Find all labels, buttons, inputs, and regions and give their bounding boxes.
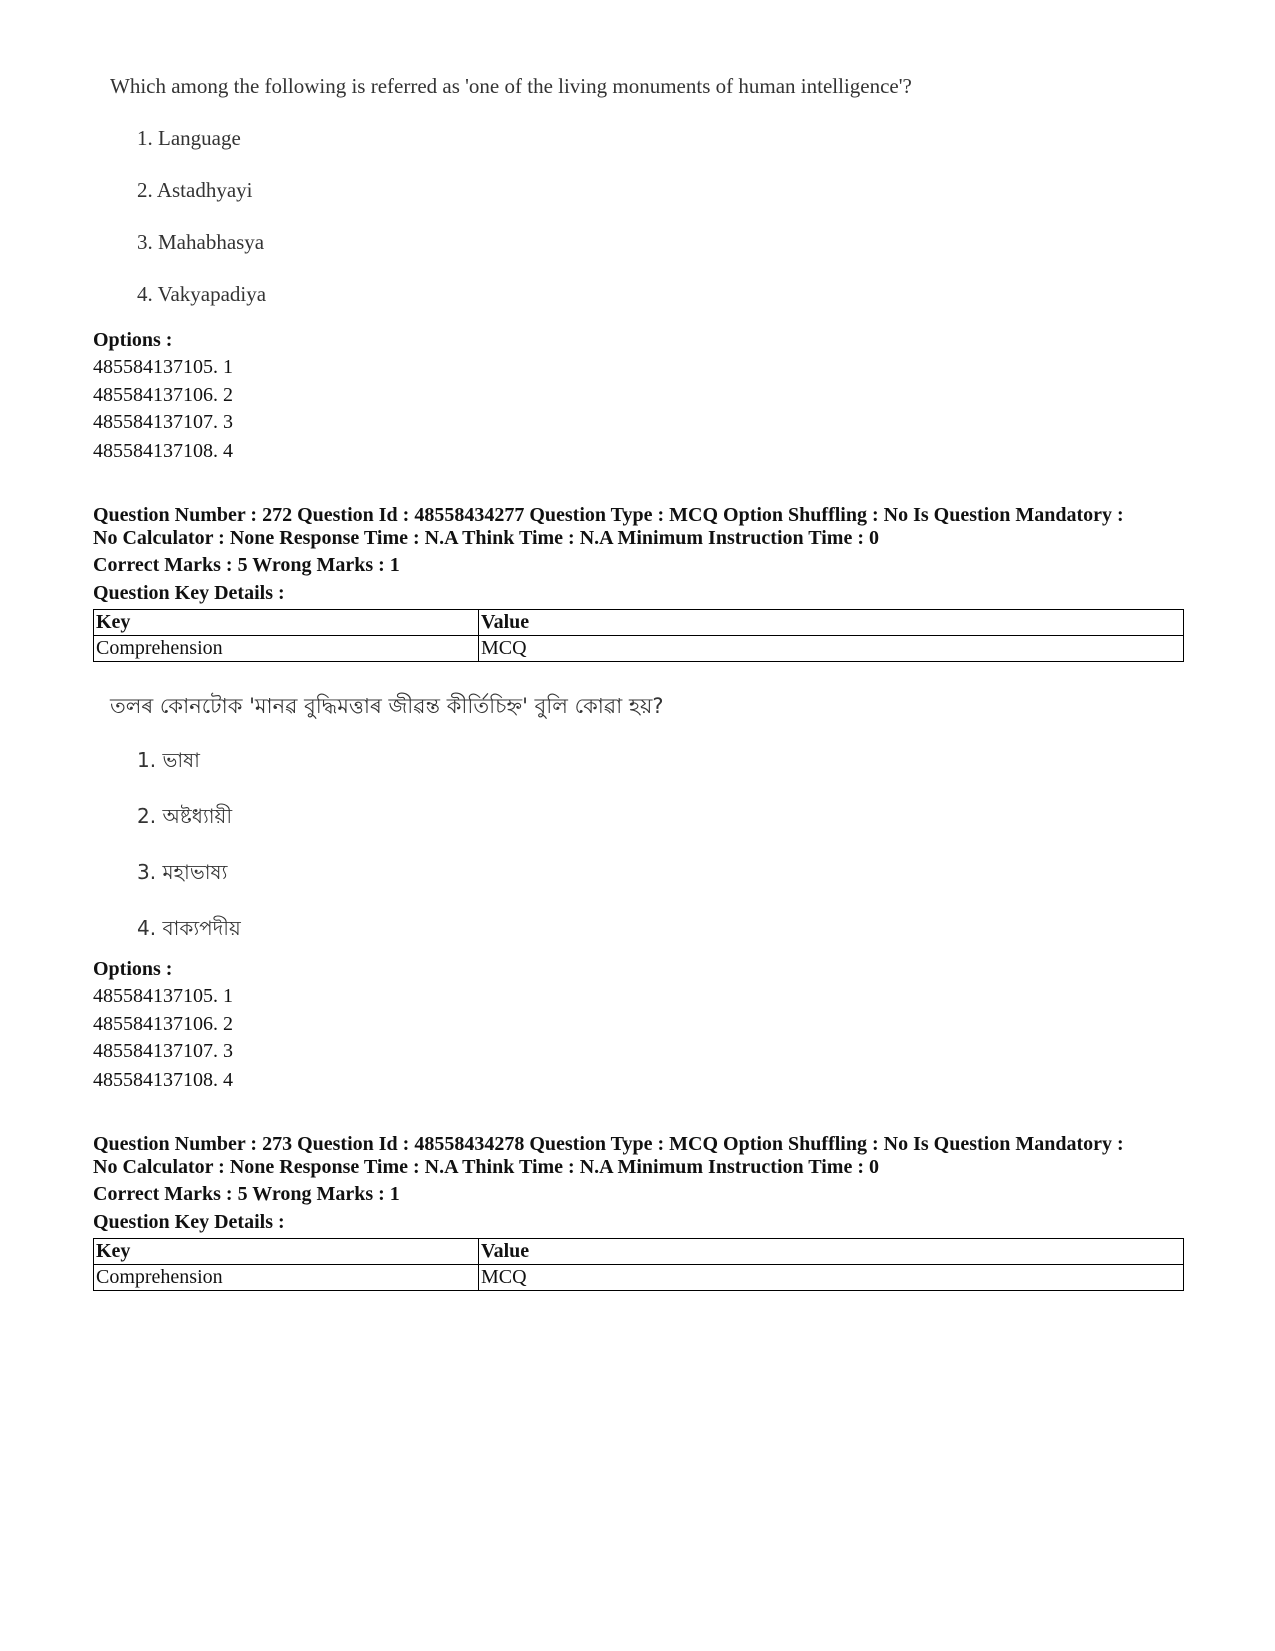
choice-3: 3. মহাভাষ্য bbox=[137, 860, 228, 884]
options-heading: Options : bbox=[93, 958, 173, 980]
question-meta-line-1: Question Number : 272 Question Id : 48558434277 Question Type : MCQ Option Shuffling : No Is Question Mandatory : bbox=[93, 504, 1124, 526]
option-line: 485584137107. 3 bbox=[93, 1040, 233, 1062]
choice-4: 4. বাক্যপদীয় bbox=[137, 916, 241, 940]
question-meta-line-2: No Calculator : None Response Time : N.A Think Time : N.A Minimum Instruction Time : 0 bbox=[93, 527, 879, 549]
table-row bbox=[94, 1265, 1184, 1291]
option-line: 485584137106. 2 bbox=[93, 1013, 233, 1035]
options-heading: Options : bbox=[93, 329, 173, 351]
table-row bbox=[94, 636, 1184, 662]
option-line: 485584137108. 4 bbox=[93, 1069, 233, 1091]
question-text: Which among the following is referred as 'one of the living monuments of human intelligence'? bbox=[110, 74, 912, 98]
choice-1: 1. Language bbox=[137, 126, 241, 150]
table-header-row bbox=[94, 610, 1184, 636]
option-line: 485584137105. 1 bbox=[93, 985, 233, 1007]
table-header-value: Value bbox=[479, 1239, 1184, 1265]
table-cell-key: Comprehension bbox=[94, 636, 479, 662]
table-cell-value: MCQ bbox=[479, 636, 1184, 662]
option-line: 485584137105. 1 bbox=[93, 356, 233, 378]
key-details-heading: Question Key Details : bbox=[93, 582, 285, 604]
question-text-assamese: তলৰ কোনটোক 'মানৱ বুদ্ধিমত্তাৰ জীৱন্ত কীৰ্তিচিহ্ন' বুলি কোৱা হয়? bbox=[110, 694, 664, 718]
choice-2: 2. Astadhyayi bbox=[137, 178, 253, 202]
table-cell-value: MCQ bbox=[479, 1265, 1184, 1291]
key-details-table bbox=[93, 609, 1184, 662]
choice-2: 2. অষ্টধ্যায়ী bbox=[137, 804, 233, 828]
question-meta-line-1: Question Number : 273 Question Id : 48558434278 Question Type : MCQ Option Shuffling : No Is Question Mandatory : bbox=[93, 1133, 1124, 1155]
key-details-table bbox=[93, 1238, 1184, 1291]
choice-3: 3. Mahabhasya bbox=[137, 230, 265, 254]
question-meta-line-2: No Calculator : None Response Time : N.A Think Time : N.A Minimum Instruction Time : 0 bbox=[93, 1156, 879, 1178]
table-header-row bbox=[94, 1239, 1184, 1265]
option-line: 485584137108. 4 bbox=[93, 440, 233, 462]
marks-line: Correct Marks : 5 Wrong Marks : 1 bbox=[93, 554, 400, 576]
option-line: 485584137106. 2 bbox=[93, 384, 233, 406]
choice-4: 4. Vakyapadiya bbox=[137, 282, 267, 306]
key-details-heading: Question Key Details : bbox=[93, 1211, 285, 1233]
choice-1: 1. ভাষা bbox=[137, 748, 200, 772]
table-header-key: Key bbox=[94, 610, 479, 636]
marks-line: Correct Marks : 5 Wrong Marks : 1 bbox=[93, 1183, 400, 1205]
table-header-value: Value bbox=[479, 610, 1184, 636]
option-line: 485584137107. 3 bbox=[93, 411, 233, 433]
table-header-key: Key bbox=[94, 1239, 479, 1265]
table-cell-key: Comprehension bbox=[94, 1265, 479, 1291]
